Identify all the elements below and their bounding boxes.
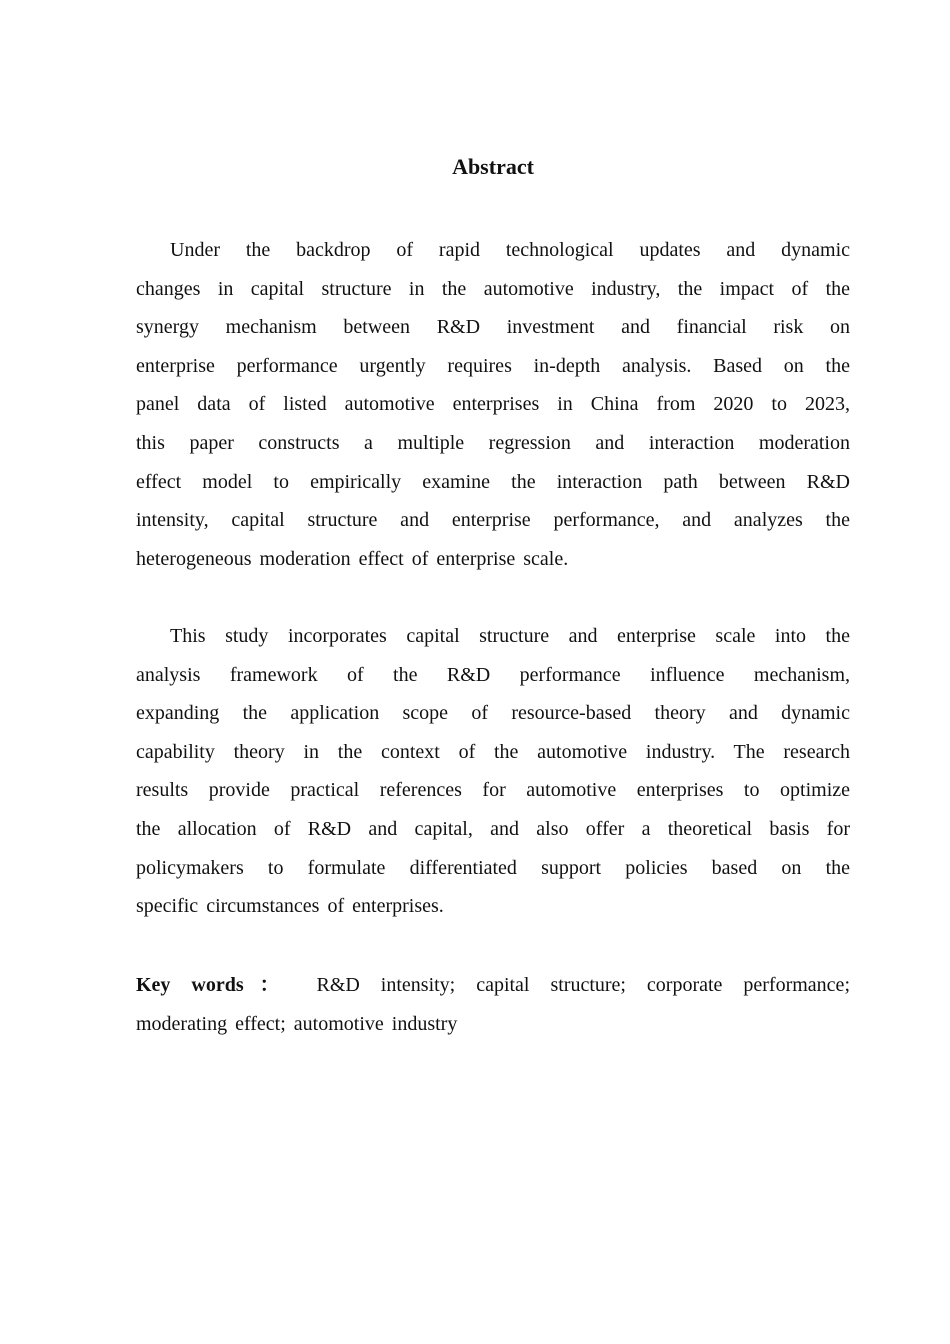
- keywords-label: Key words：: [136, 974, 296, 996]
- text-line: panel data of listed automotive enterprises in China from 2020 to 2023,: [136, 393, 850, 416]
- abstract-paragraph-1: [136, 231, 850, 578]
- keywords-line-1: [136, 966, 850, 1005]
- text-line: This study incorporates capital structure and enterprise scale into the: [170, 625, 850, 647]
- text-line: effect model to empirically examine the interaction path between R&D: [136, 470, 850, 493]
- text-line: changes in capital structure in the automotive industry, the impact of the: [136, 277, 850, 300]
- page-title: Abstract: [452, 154, 534, 179]
- text-line: the allocation of R&D and capital, and also offer a theoretical basis for: [136, 817, 850, 840]
- text-line: Under the backdrop of rapid technological updates and dynamic: [170, 239, 850, 261]
- text-line: policymakers to formulate differentiated support policies based on the: [136, 856, 850, 879]
- text-line: synergy mechanism between R&D investment and financial risk on: [136, 316, 850, 339]
- text-line: intensity, capital structure and enterprise performance, and analyzes the: [136, 509, 850, 532]
- keywords-section: [136, 966, 850, 1043]
- keywords-list: R&D intensity; capital structure; corporate performance;: [316, 974, 850, 996]
- abstract-paragraph-2: [136, 617, 850, 926]
- text-line: heterogeneous moderation effect of enterprise scale.: [136, 547, 569, 570]
- text-line: this paper constructs a multiple regression and interaction moderation: [136, 431, 850, 454]
- text-line: capability theory in the context of the automotive industry. The research: [136, 740, 850, 763]
- text-line: expanding the application scope of resource-based theory and dynamic: [136, 702, 850, 725]
- text-line: analysis framework of the R&D performance influence mechanism,: [136, 663, 850, 686]
- text-line: specific circumstances of enterprises.: [136, 895, 444, 918]
- text-line: enterprise performance urgently requires in-depth analysis. Based on the: [136, 354, 850, 377]
- text-line: results provide practical references for automotive enterprises to optimize: [136, 779, 850, 802]
- keywords-line-2: moderating effect; automotive industry: [136, 1012, 458, 1035]
